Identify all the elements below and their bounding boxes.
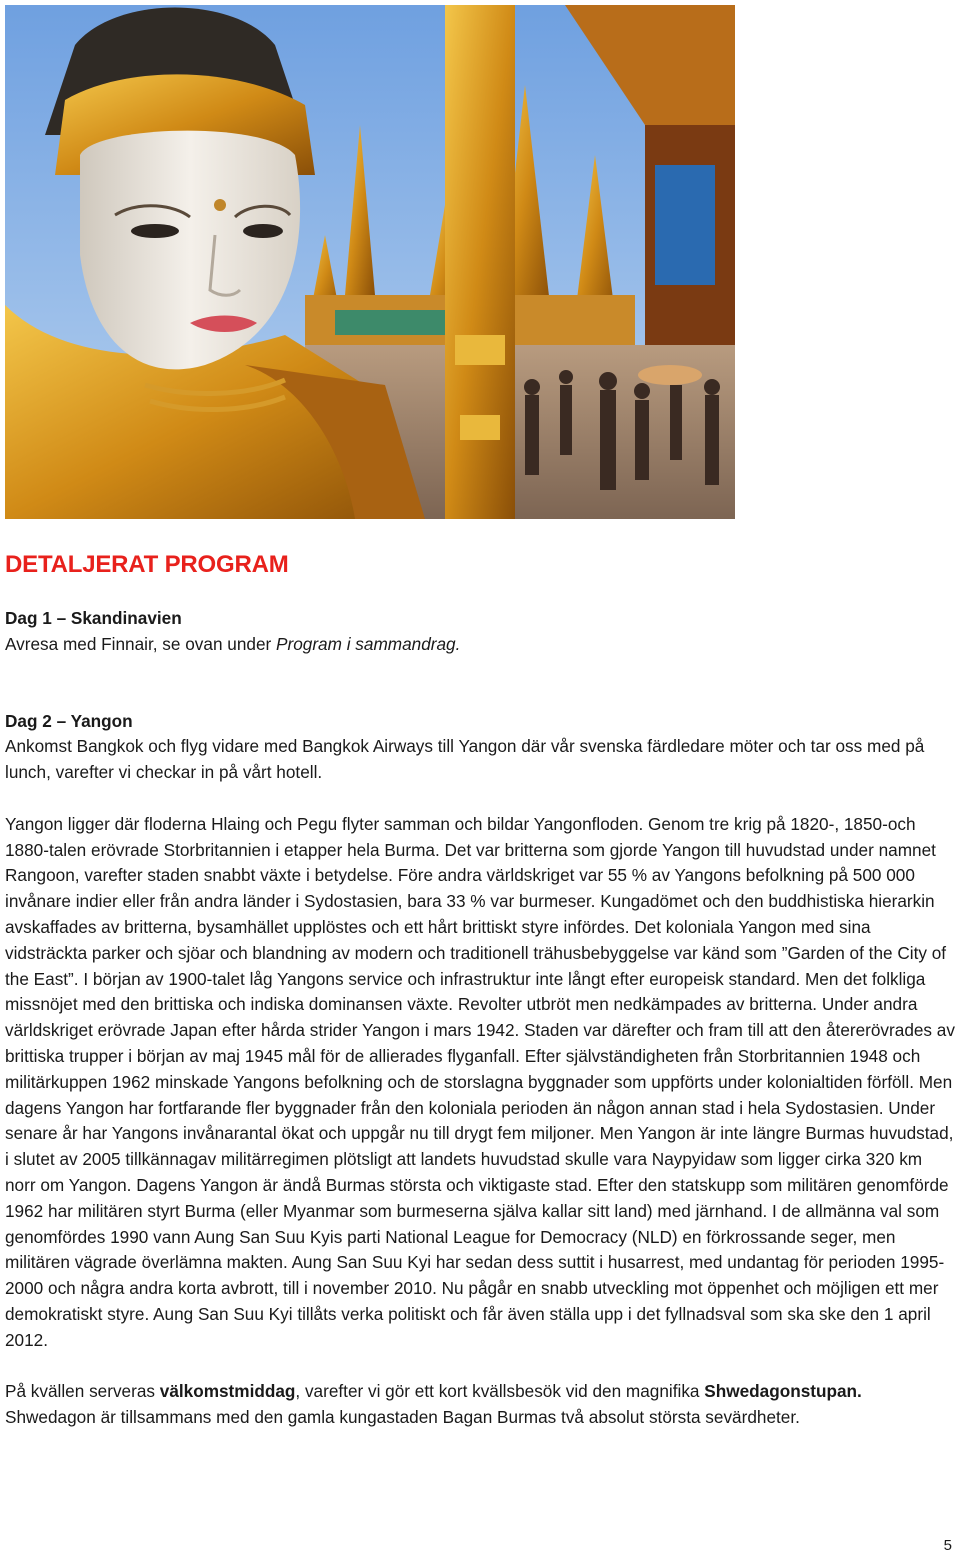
evening-bold-shwedagon: Shwedagonstupan. — [704, 1381, 862, 1402]
page-title: DETALJERAT PROGRAM — [5, 551, 289, 578]
day1-text-plain: Avresa med Finnair, se ovan under — [5, 633, 277, 654]
spacer — [5, 786, 955, 812]
day2-arrival: Ankomst Bangkok och flyg vidare med Bangkok Airways till Yangon där vår svenska färdledare möter och tar oss med på lunch, varefter vi checkar in på vårt hotell. — [5, 736, 925, 783]
evening-text-1: På kvällen serveras — [5, 1381, 160, 1402]
day1-text-italic: Program i sammandrag. — [276, 633, 461, 654]
day2-heading: Dag 2 – Yangon — [5, 710, 133, 731]
spacer — [5, 1354, 955, 1380]
day1-text — [5, 632, 955, 658]
evening-bold-welcome-dinner: välkomstmiddag — [159, 1381, 296, 1402]
day2-evening — [5, 1379, 955, 1431]
buddha-pagoda-photo — [5, 5, 735, 519]
evening-text-3: Shwedagon är tillsammans med den gamla kungastaden Bagan Burmas två absolut största sevärdheter. — [5, 1407, 800, 1428]
day2-history: Yangon ligger där floderna Hlaing och Pegu flyter samman och bildar Yangonfloden. Genom tre krig på 1820-, 1850-och 1880-talen erövrade Storbritannien i etapper hela Burma. Det var britterna som gjorde Yangon till huvudstad under namnet Rangoon, varefter staden snabbt växte i betydelse. Före andra världskriget var 55 % av Yangons befolkning på 500 000 invånare indier eller från andra länder i Sydostasien, bara 33 % var burmeser. Kungadömet och den buddhistiska hierarkin avskaffades av britterna, bysamhället upplöstes och ett hårt brittiskt styre infördes. Det koloniala Yangon med sina vidsträckta parker och sjöar och blandning av modern och traditionell trähusbebyggelse var känd som ”Garden of the City of the East”. I början av 1900-talet låg Yangons service och infrastruktur inte långt efter europeisk standard. Men det folkliga missnöjet med den brittiska och indiska dominansen växte. Revolter utbröt men nedkämpades av britterna. Under andra världskriget erövrade Japan efter hårda strider Yangon i mars 1942. Staden var därefter och fram till att den återerövrades av brittiska trupper i början av maj 1945 mål för de allierades flyganfall. Efter självständigheten från Storbritannien 1948 och militärkuppen 1962 minskade Yangons befolkning och de storslagna byggnader som uppförts under kolonialtiden förföll. Men dagens Yangon har fortfarande fler byggnader från den koloniala perioden än någon annan stad i hela Sydostasien. Under senare år har Yangons invånarantal ökat och uppgår nu till drygt fem miljoner. Men Yangon är inte längre Burmas huvudstad, i slutet av 2005 tillkännagav militärregimen plötsligt att landets huvudstad skulle vara Naypyidaw som ligger cirka 320 km norr om Yangon. Dagens Yangon är ändå Burmas största och viktigaste stad. Efter den statskupp som militären genomförde 1962 har militären styrt Burma (eller Myanmar som burmeserna själva kallar sitt land) med järnhand. I de allmänna val som genomfördes 1990 vann Aung San Suu Kyis parti National League for Democracy (NLD) en förkrossande seger, men militären vägrade överlämna makten. Aung San Suu Kyi har sedan dess suttit i husarrest, med undantag för perioden 1995-2000 och några andra korta avbrott, till i november 2010. Nu pågår en snabb utveckling mot öppenhet och möjligen ett mer demokratiskt styre. Aung San Suu Kyi tillåts verka politiskt och får även ställa upp i det fyllnadsval som ska ske den 1 april 2012. — [5, 813, 955, 1350]
spacer — [5, 658, 955, 709]
program-document — [5, 548, 955, 1431]
day1-heading: Dag 1 – Skandinavien — [5, 608, 182, 628]
page-number: 5 — [943, 1537, 952, 1554]
buddha-statue-and-shwedagon-pagoda-photo — [5, 5, 735, 519]
evening-text-2: , varefter vi gör ett kort kvällsbesök vid den magnifika — [295, 1381, 705, 1402]
